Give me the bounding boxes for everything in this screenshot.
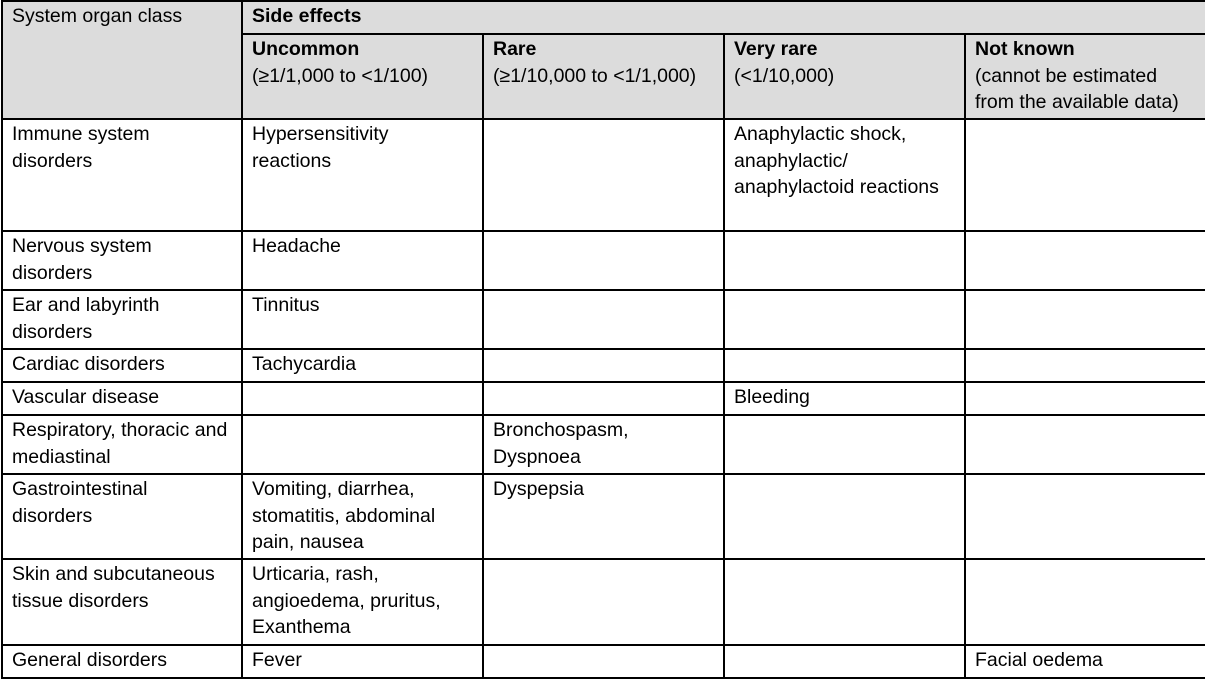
rare-cell — [483, 382, 724, 415]
frequency-title: Not known — [975, 38, 1075, 60]
uncommon-cell — [242, 382, 483, 415]
very-rare-cell — [724, 290, 965, 349]
system-organ-class-cell: Cardiac disorders — [2, 349, 242, 382]
system-organ-class-cell: Ear and labyrinth disorders — [2, 290, 242, 349]
table-row — [2, 559, 1205, 645]
rare-cell — [483, 559, 724, 645]
not-known-cell — [965, 474, 1205, 559]
rare-cell — [483, 231, 724, 290]
side-effects-header-label: Side effects — [252, 5, 362, 27]
very-rare-cell: Anaphylactic shock, anaphylactic/ anaphylactoid reactions — [724, 119, 965, 231]
rare-cell — [483, 119, 724, 231]
table-row — [2, 474, 1205, 559]
frequency-header-rare — [483, 34, 724, 119]
system-organ-class-cell: Vascular disease — [2, 382, 242, 415]
not-known-cell — [965, 559, 1205, 645]
system-organ-class-cell: Skin and subcutaneous tissue disorders — [2, 559, 242, 645]
side-effects-header — [242, 1, 1205, 34]
system-organ-class-cell: Gastrointestinal disorders — [2, 474, 242, 559]
very-rare-cell — [724, 474, 965, 559]
system-organ-class-cell: Nervous system disorders — [2, 231, 242, 290]
rare-cell — [483, 290, 724, 349]
table-row — [2, 382, 1205, 415]
rare-cell: Bronchospasm, Dyspnoea — [483, 415, 724, 474]
frequency-header-not-known — [965, 34, 1205, 119]
table-row — [2, 415, 1205, 474]
frequency-header-very-rare — [724, 34, 965, 119]
uncommon-cell: Tachycardia — [242, 349, 483, 382]
not-known-cell: Facial oedema — [965, 645, 1205, 678]
frequency-range: (<1/10,000) — [734, 64, 835, 87]
system-organ-class-cell: Respiratory, thoracic and mediastinal — [2, 415, 242, 474]
very-rare-cell — [724, 645, 965, 678]
table-row — [2, 349, 1205, 382]
table-row — [2, 290, 1205, 349]
table-row — [2, 645, 1205, 678]
very-rare-cell — [724, 349, 965, 382]
uncommon-cell: Hypersensitivity reactions — [242, 119, 483, 231]
not-known-cell — [965, 415, 1205, 474]
uncommon-cell: Fever — [242, 645, 483, 678]
table-header — [2, 1, 1205, 119]
rare-cell: Dyspepsia — [483, 474, 724, 559]
frequency-title: Very rare — [734, 38, 818, 60]
uncommon-cell: Urticaria, rash, angioedema, pruritus, Exanthema — [242, 559, 483, 645]
frequency-title: Rare — [493, 38, 537, 60]
very-rare-cell — [724, 415, 965, 474]
not-known-cell — [965, 290, 1205, 349]
not-known-cell — [965, 382, 1205, 415]
uncommon-cell: Headache — [242, 231, 483, 290]
system-organ-class-header: System organ class — [2, 1, 242, 119]
uncommon-cell: Tinnitus — [242, 290, 483, 349]
very-rare-cell: Bleeding — [724, 382, 965, 415]
table-row — [2, 231, 1205, 290]
very-rare-cell — [724, 231, 965, 290]
frequency-title: Uncommon — [252, 38, 360, 60]
frequency-range: (≥1/10,000 to <1/1,000) — [493, 64, 697, 87]
not-known-cell — [965, 349, 1205, 382]
frequency-header-uncommon — [242, 34, 483, 119]
not-known-cell — [965, 119, 1205, 231]
uncommon-cell: Vomiting, diarrhea, stomatitis, abdominal pain, nausea — [242, 474, 483, 559]
not-known-cell — [965, 231, 1205, 290]
frequency-range: (≥1/1,000 to <1/100) — [252, 64, 429, 87]
system-organ-class-cell: Immune system disorders — [2, 119, 242, 231]
rare-cell — [483, 645, 724, 678]
table-row — [2, 119, 1205, 231]
rare-cell — [483, 349, 724, 382]
table-body — [2, 119, 1205, 678]
side-effects-table — [1, 0, 1205, 679]
very-rare-cell — [724, 559, 965, 645]
uncommon-cell — [242, 415, 483, 474]
system-organ-class-cell: General disorders — [2, 645, 242, 678]
frequency-range: (cannot be estimated from the available data) — [975, 64, 1179, 113]
